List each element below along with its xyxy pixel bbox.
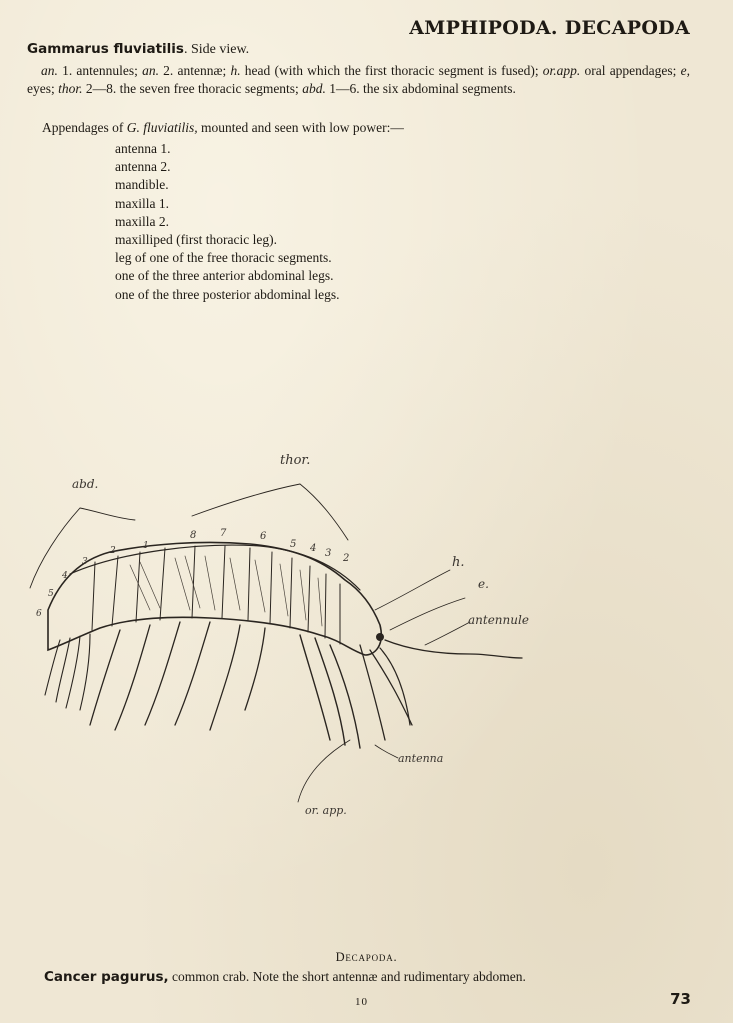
abd-number: 5 [48,589,54,599]
segment-number: 2 [343,553,350,564]
appendage-item: mandible. [115,177,169,193]
label-or-app: or. app. [305,804,347,817]
appendage-item: maxilla 1. [115,195,169,211]
appendage-item: one of the three posterior abdominal legs. [115,286,340,302]
label-antennule: antennule [468,613,529,627]
specimen-name: Gammarus fluviatilis [27,41,184,57]
abbr-e: e, [680,63,690,78]
abbr-h: h. [230,63,241,78]
segment-number: 4 [310,543,317,554]
caption-text: 1—6. the six abdominal segments. [325,81,516,96]
crab-name: Cancer pagurus, [44,969,169,985]
abd-number: 6 [36,609,42,619]
specimen-view: Side view. [190,42,250,57]
label-antenna: antenna [398,752,444,765]
appendage-item: antenna 2. [115,159,171,175]
appendage-item: maxilla 2. [115,213,169,229]
appendage-item: maxilliped (first thoracic leg). [115,232,277,248]
segment-number: 7 [220,528,227,539]
intro-text: mounted and seen with low power:— [197,120,404,135]
caption-text: 2—8. the seven free thoracic segments; [82,81,303,96]
abd-number: 2 [110,546,116,556]
segment-number: 8 [190,530,197,541]
gammarus-drawing [0,440,733,830]
label-e: e. [478,577,489,591]
intro-text: Appendages of [42,120,127,135]
abdominal-numbers [36,541,149,619]
segment-number: 3 [325,548,332,559]
appendage-item: leg of one of the free thoracic segments. [115,250,332,266]
segment-number: 6 [260,531,267,542]
label-h: h. [452,555,465,570]
caption-text: eyes; [27,81,59,96]
appendage-item: antenna 1. [115,141,171,156]
gammarus-body-sketch [30,484,522,802]
appendage-list [115,140,340,304]
abbr-abd: abd. [302,81,326,96]
abd-number: 3 [82,557,88,567]
abd-number: 1 [143,541,149,551]
abbr-thor: thor. [58,81,83,96]
caption-text: 1. antennules; [57,63,143,78]
appendage-item: one of the three anterior abdominal legs. [115,268,334,284]
specimen-title: Gammarus fluviatilis. Side view. [27,41,250,57]
signature-mark: 10 [355,996,368,1008]
caption-text: head (with which the first thoracic segment is fused); [240,63,543,78]
figure-caption [27,62,690,98]
abd-number: 4 [62,571,68,581]
abbr-or-app: or.app. [542,63,581,78]
abbr-an1: an. [41,63,58,78]
crab-description [44,969,526,985]
caption-text: 2. antennæ; [158,63,231,78]
abbr-an2: an. [142,63,159,78]
crab-text: common crab. Note the short antennæ and rudimentary abdomen. [168,969,526,984]
caption-text: oral appendages; [580,63,681,78]
page-header-title: AMPHIPODA. DECAPODA [409,17,690,39]
appendages-intro [42,120,404,136]
section-heading-decapoda: Decapoda. [335,950,398,964]
segment-number: 5 [290,539,297,550]
intro-species: G. fluviatilis, [126,120,198,135]
label-abd: abd. [72,477,99,491]
page-number: 73 [670,990,691,1008]
label-thor: thor. [280,453,311,468]
